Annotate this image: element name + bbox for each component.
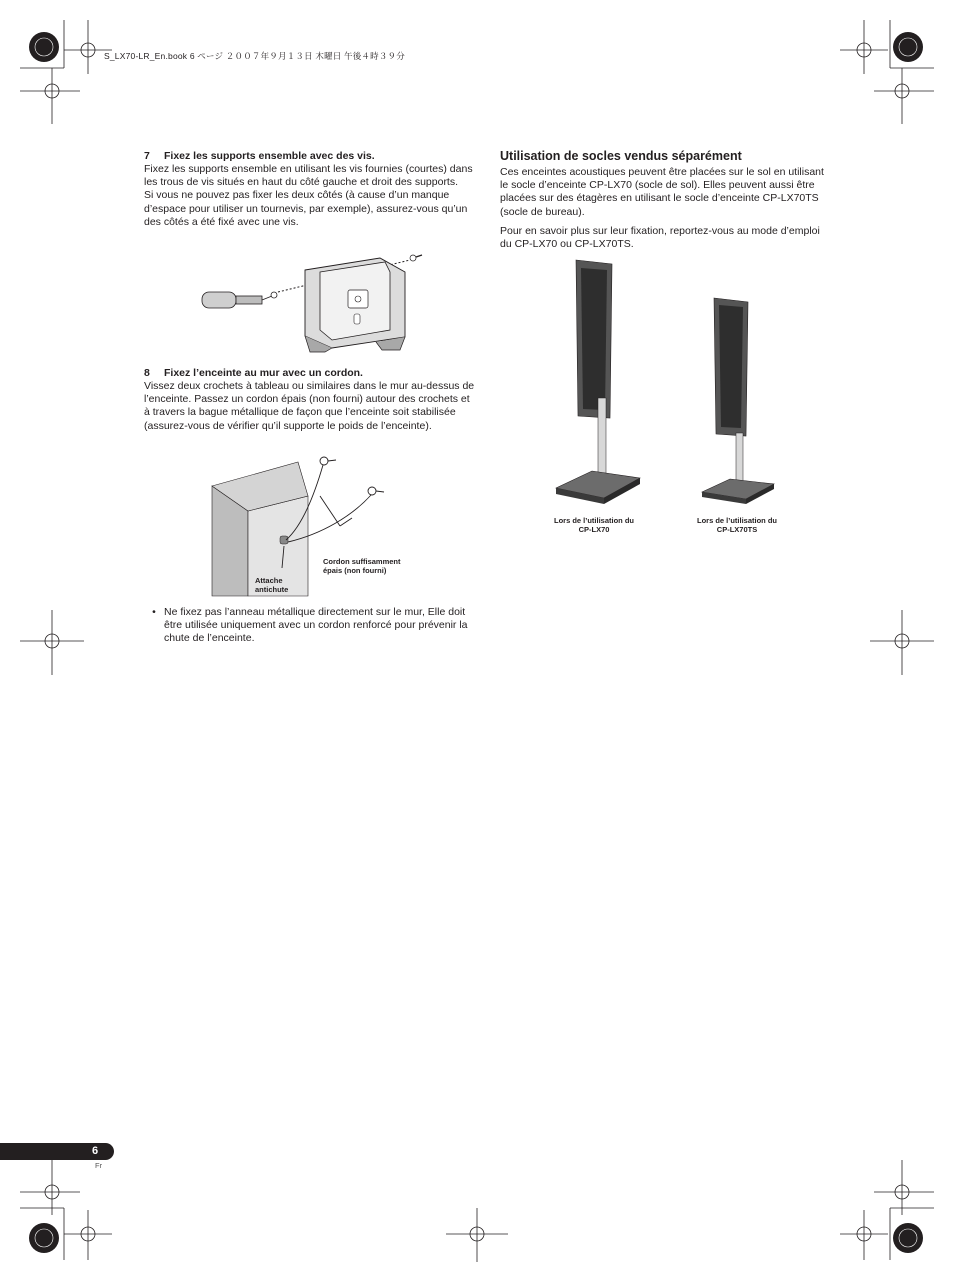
step-7-title [144, 150, 476, 163]
bracket-screwdriver-illustration [200, 252, 440, 352]
step-8-number: 8 [144, 367, 150, 379]
right-paragraph-2: Pour en savoir plus sur leur fixation, reportez-vous au mode d’emploi du CP-LX70 ou CP-LX70TS. [500, 224, 820, 251]
step-7-paragraph-2: Si vous ne pouvez pas fixer les deux côtés (à cause d’un manque d’espace pour utiliser un tournevis, par exemple), assurez-vous qu’un des côtés a été fixé avec une vis. [144, 189, 468, 228]
step-7-paragraph-1: Fixez les supports ensemble en utilisant les vis fournies (courtes) dans les trous de vis situés en haut du côté gauche et droit des supports. [144, 163, 473, 189]
step-8-title [144, 367, 476, 380]
section-title: Utilisation de socles vendus séparément [500, 149, 742, 163]
step-8-heading: Fixez l’enceinte au mur avec un cordon. [164, 367, 363, 379]
cord-label [323, 557, 401, 575]
caption-cp-lx70ts [677, 516, 797, 534]
cord-label-line-2: épais (non fourni) [323, 566, 387, 575]
right-paragraph-1: Ces enceintes acoustiques peuvent être placées sur le sol en utilisant le socle d’enceinte CP-LX70 (socle de sol). Elles peuvent aussi être placées sur des étagères en utilisant le socle d’enceinte CP-LX70TS (socle de bureau). [500, 166, 824, 218]
caption-cp-lx70 [534, 516, 654, 534]
warning-note [144, 606, 476, 646]
bullet-text: Ne fixez pas l’anneau métallique directement sur le mur, Elle doit être utilisée uniquement avec un cordon renforcé pour prévenir la chute de l’enceinte. [164, 606, 468, 645]
speaker-cord-illustration [212, 456, 412, 596]
stands-illustration [552, 258, 802, 508]
left-column [144, 150, 476, 229]
file-header: S_LX70-LR_En.book 6 ページ ２００７年９月１３日 木曜日 午後４時３９分 [104, 51, 405, 61]
bullet-symbol: • [152, 606, 156, 618]
step-7-heading: Fixez les supports ensemble avec des vis. [164, 150, 375, 162]
caption-cp-lx70ts-line-2: CP-LX70TS [716, 525, 758, 534]
step-7-number: 7 [144, 150, 150, 162]
caption-cp-lx70-line-1: Lors de l’utilisation du [553, 516, 634, 525]
caption-cp-lx70ts-line-1: Lors de l’utilisation du [696, 516, 777, 525]
attach-label [255, 576, 288, 594]
bullet-item [144, 606, 476, 646]
step-8-block [144, 367, 476, 433]
attach-label-line-2: antichute [255, 585, 289, 594]
page-language: Fr [95, 1161, 103, 1170]
step-8-paragraph-1: Vissez deux crochets à tableau ou similaires dans le mur au-dessus de l’enceinte. Passez un cordon épais (non fourni) autour des crochets et à travers la bague métallique de façon que l’enceinte soit stabilisée (assurez-vous de vérifier qu’il supporte le poids de l’enceinte). [144, 380, 475, 432]
page-number: 6 [92, 1145, 99, 1157]
attach-label-line-1: Attache [255, 576, 283, 585]
caption-cp-lx70-line-2: CP-LX70 [578, 525, 610, 534]
right-column [500, 149, 832, 251]
cord-label-line-1: Cordon suffisamment [323, 557, 401, 566]
